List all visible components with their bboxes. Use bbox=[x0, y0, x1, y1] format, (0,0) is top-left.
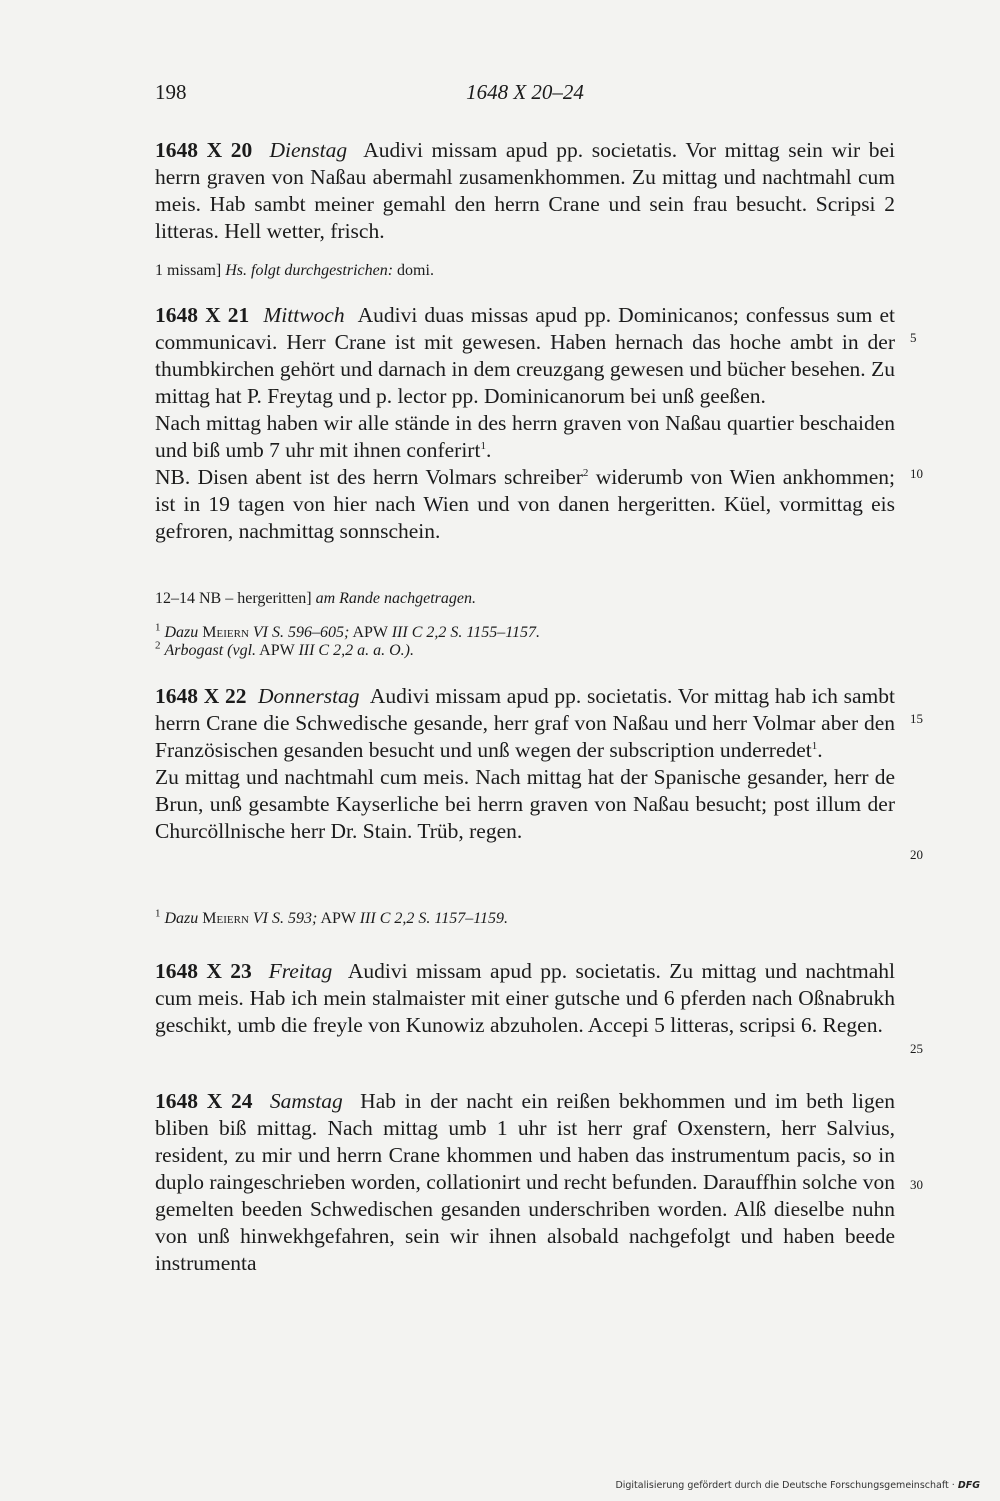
footnote bbox=[155, 908, 895, 929]
note-text: domi. bbox=[397, 262, 434, 279]
entry-text: Audivi missam apud pp. societatis. Zu mittag und nachtmahl cum meis. Hab ich mein stalmaister mit einer gutsche und 6 pferden nach Oßnabrukh geschikt, umb die freyle von Kunowiz abzuholen. Accepi 5 litteras, scripsi 6. Regen. bbox=[155, 959, 895, 1037]
entry-paragraph: Nach mittag haben wir alle stände in des herrn graven von Naßau quartier beschaiden und biß umb 7 uhr mit ihnen conferirt$^1$. bbox=[155, 411, 895, 462]
entry-date: 1648 X 22 bbox=[155, 684, 247, 708]
footnote-text: Dazu bbox=[164, 910, 199, 927]
dfg-logo: DFG bbox=[957, 1480, 980, 1491]
footnote-text: III C 2,2 S. 1157–1159. bbox=[359, 910, 508, 927]
line-number: 10 bbox=[910, 466, 923, 481]
footnote-abbrev: APW bbox=[352, 624, 388, 641]
entry-weekday: Samstag bbox=[269, 1089, 343, 1113]
line-number: 15 bbox=[910, 711, 923, 726]
footnote-text: VI S. 593; bbox=[252, 910, 318, 927]
page-number: 198 bbox=[155, 80, 187, 104]
footnote-text: VI S. 596–605; bbox=[252, 624, 350, 641]
entry-text: Hab in der nacht ein reißen bekhommen und im beth ligen bliben biß mittag. Nach mittag umb 1 uhr ist herr graf Oxenstern, herr Salvius, resident, zu mir und herrn Crane khommen und haben das instrumentum pacis, so in duplo raingeschrieben worden, collationirt und recht befunden. Darauffhin solche von gemelten beeden Schwedischen gesanden underschriben worden. Alß dieselbe nuhn von unß hinwekhgefahren, sein wir ihnen alsobald nachgefolgt und haben beede instrumenta bbox=[155, 1089, 896, 1275]
running-head: 1648 X 20–24 bbox=[466, 80, 584, 104]
apparatus-note bbox=[155, 588, 895, 609]
entry-text: Audivi duas missas apud pp. Dominicanos; confessus sum et communicavi. Herr Crane ist mit gewesen. Haben hernach das hoche ambt in der thumbkirchen gehört und darnach in dem creuzgang gewesen und bücher besehen. Zu mittag hat P. Freytag und p. lector pp. Dominicanorum bei unß geeßen. bbox=[155, 303, 895, 408]
entry-text: Zu mittag und nachtmahl cum meis. Nach mittag hat der Spanische gesander, herr de Brun, unß gesambte Kayserliche bei herrn graven von Naßau besucht; post illum der Churcöllnische herr Dr. Stain. Trüb, regen. bbox=[155, 765, 895, 843]
diary-entry-1648-x-24 bbox=[155, 1088, 895, 1277]
footnote-author: Meiern bbox=[202, 910, 249, 927]
entry-weekday: Dienstag bbox=[269, 138, 348, 162]
footnote-abbrev: APW bbox=[259, 642, 295, 659]
footnote-number: 1 bbox=[155, 621, 161, 634]
entry-paragraph bbox=[155, 464, 895, 545]
footnote-text: III C 2,2 a. a. O.). bbox=[298, 642, 414, 659]
entry-date: 1648 X 21 bbox=[155, 303, 250, 327]
line-number: 25 bbox=[910, 1041, 923, 1056]
entry-date: 1648 X 24 bbox=[155, 1089, 253, 1113]
line-number: 20 bbox=[910, 847, 923, 862]
footnote-author: Meiern bbox=[202, 624, 249, 641]
entry-weekday: Mittwoch bbox=[263, 303, 345, 327]
footnote-text: Dazu bbox=[164, 624, 199, 641]
line-number: 30 bbox=[910, 1177, 923, 1192]
note-reference: 1 missam] bbox=[155, 262, 222, 279]
entry-paragraph bbox=[155, 764, 895, 845]
entry-text: Nach mittag haben wir alle stände in des herrn graven von Naßau quartier beschaiden und biß umb 7 uhr mit ihnen conferirt bbox=[155, 411, 895, 462]
entry-weekday: Freitag bbox=[268, 959, 333, 983]
diary-entry-1648-x-23 bbox=[155, 958, 895, 1039]
entry-weekday: Donnerstag bbox=[258, 684, 360, 708]
diary-entry-1648-x-22 bbox=[155, 683, 895, 845]
entry-paragraph: 1648 X 22 Donnerstag Audivi missam apud pp. societatis. Vor mittag hab ich sambt herrn Crane die Schwedische gesande, herr graf von Naßau und herr Volmar aber den Französischen gesanden besucht und unß wegen der subscription underredet$^1$. bbox=[155, 684, 895, 762]
entry-date: 1648 X 23 bbox=[155, 959, 252, 983]
page-header bbox=[155, 80, 895, 110]
footnote-text: Arbogast (vgl. bbox=[164, 642, 257, 659]
entry-paragraph bbox=[155, 302, 895, 410]
note-reference: 12–14 NB – hergeritten] bbox=[155, 590, 312, 607]
entry-text: Audivi missam apud pp. societatis. Vor mittag sein wir bei herrn graven von Naßau abermahl zusamenkhommen. Zu mittag und nachtmahl cum meis. Hab sambt meiner gemahl den herrn Crane und sein frau besucht. Scripsi 2 litteras. Hell wetter, frisch. bbox=[155, 138, 895, 243]
entry-text: widerumb von Wien ankhommen; ist in 19 tagen von hier nach Wien und von danen hergeritten. Küel, vormittag eis gefroren, nachmittag sonnschein. bbox=[155, 465, 895, 543]
apparatus-note bbox=[155, 260, 895, 281]
entry-paragraph bbox=[155, 1088, 895, 1277]
digitization-credit bbox=[615, 1480, 980, 1491]
footnote-mark: 1 bbox=[811, 739, 818, 752]
note-comment: am Rande nachgetragen. bbox=[315, 590, 476, 607]
entry-text: NB. Disen abent ist des herrn Volmars schreiber bbox=[155, 465, 583, 489]
diary-entry-1648-x-20 bbox=[155, 137, 895, 245]
footnote-number: 1 bbox=[155, 907, 161, 920]
footnote-text: III C 2,2 S. 1155–1157. bbox=[391, 624, 540, 641]
entry-paragraph bbox=[155, 958, 895, 1039]
entry-date: 1648 X 20 bbox=[155, 138, 253, 162]
line-number: 5 bbox=[910, 330, 917, 345]
credit-text: Digitalisierung gefördert durch die Deutsche Forschungsgemeinschaft · bbox=[615, 1480, 955, 1491]
footnote-abbrev: APW bbox=[320, 910, 356, 927]
footnote-number: 2 bbox=[155, 639, 161, 652]
footnote bbox=[155, 640, 895, 661]
footnote-mark: 1 bbox=[480, 439, 486, 452]
footnote-mark: 2 bbox=[582, 466, 589, 479]
entry-paragraph bbox=[155, 137, 895, 245]
entry-text: Audivi missam apud pp. societatis. Vor mittag hab ich sambt herrn Crane die Schwedische gesande, herr graf von Naßau und herr Volmar aber den Französischen gesanden besucht und unß wegen der subscription underredet bbox=[155, 684, 895, 762]
note-comment: Hs. folgt durchgestrichen: bbox=[225, 262, 394, 279]
diary-entry-1648-x-21 bbox=[155, 302, 895, 545]
